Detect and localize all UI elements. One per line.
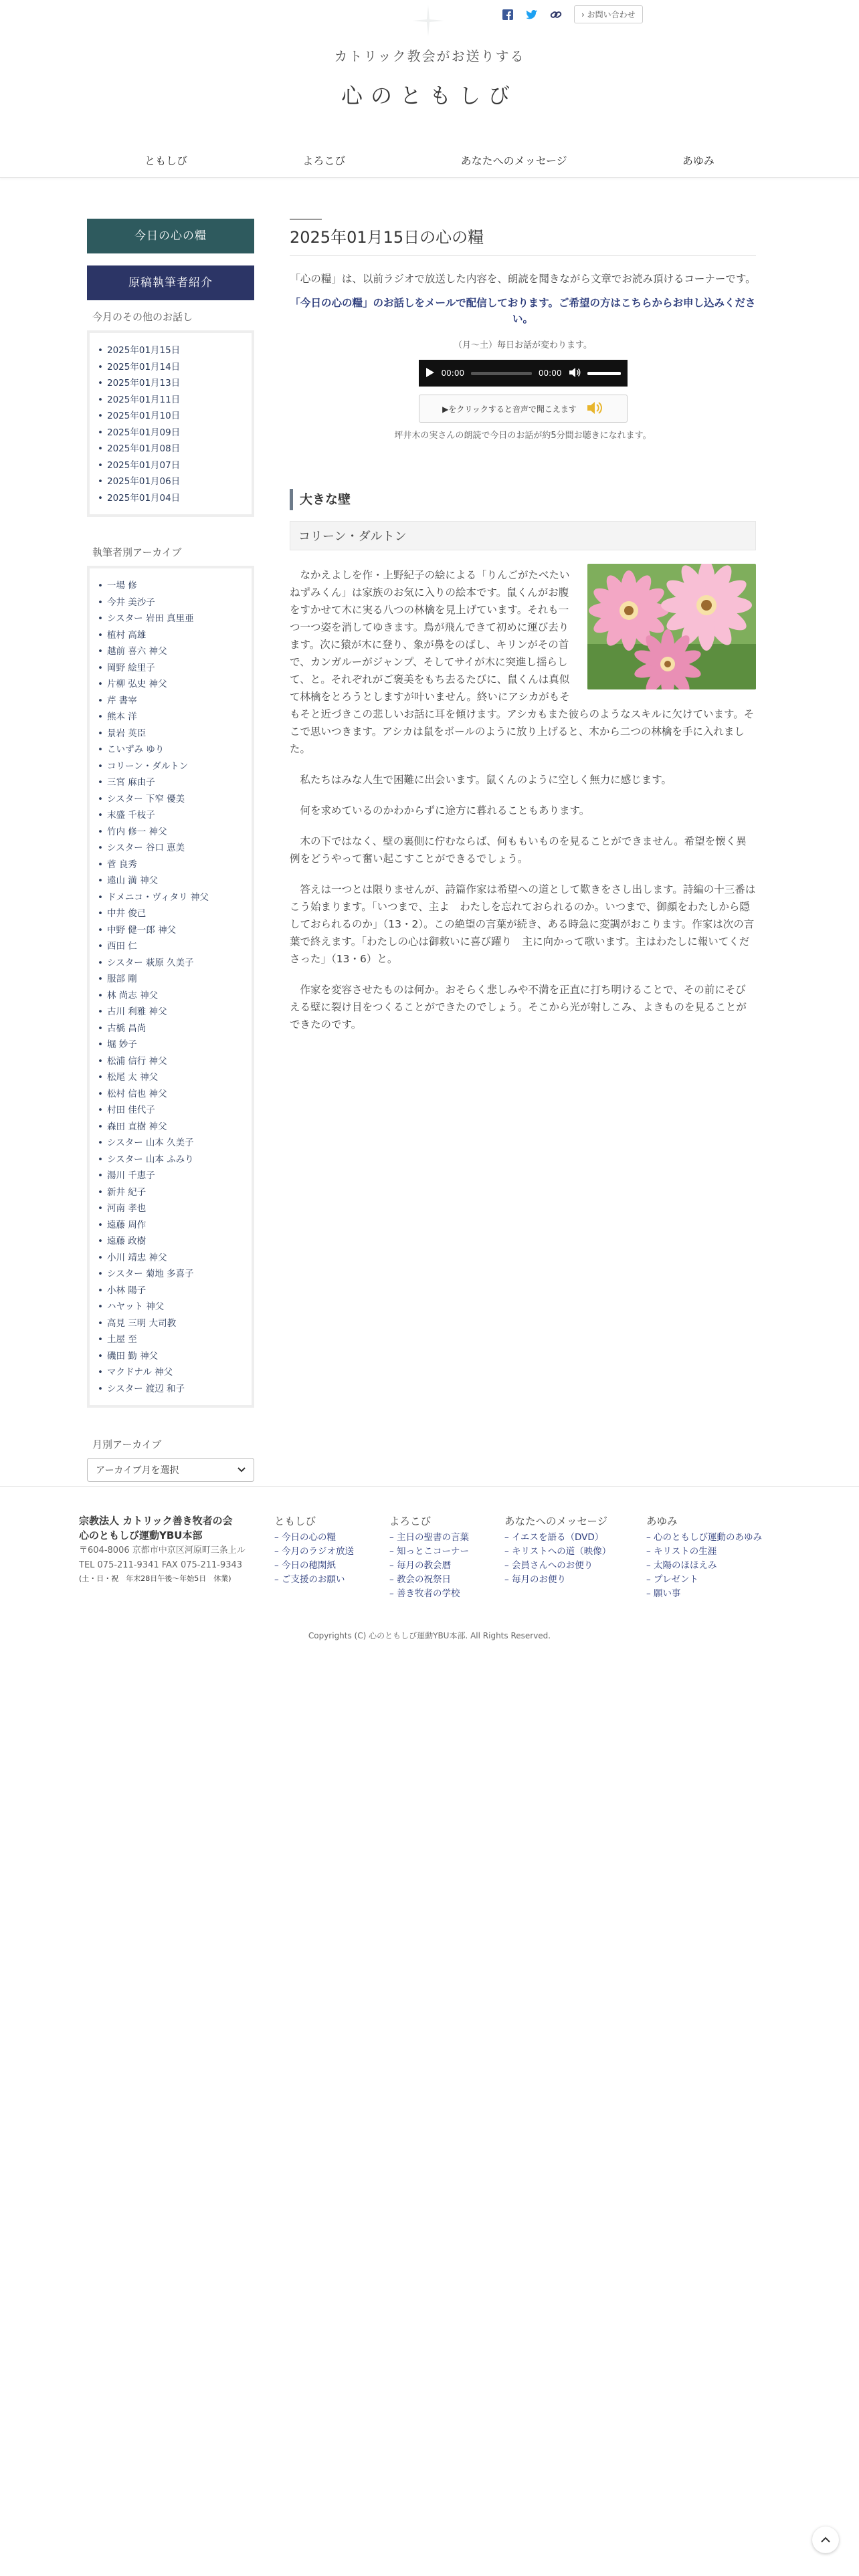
contact-button[interactable]: [574, 5, 643, 23]
footer-link[interactable]: [646, 1545, 762, 1559]
writer-list-item[interactable]: • 今井 美沙子: [107, 595, 242, 611]
writer-list-item[interactable]: • 植村 高雄: [107, 627, 242, 644]
intro-text: 「心の糧」は、以前ラジオで放送した内容を、朗読を聞きながら文章でお読み頂けるコーナーです。: [290, 273, 756, 285]
dash-marker: –: [504, 1532, 512, 1543]
footer-link-label: プレゼント: [654, 1574, 699, 1585]
audio-total-time: 00:00: [538, 368, 562, 378]
footer-col-heading[interactable]: あなたへのメッセージ: [504, 1515, 608, 1527]
footer-organization: [79, 1513, 260, 1586]
dash-marker: –: [646, 1546, 654, 1557]
listen-button[interactable]: [419, 395, 628, 423]
date-list: [107, 342, 242, 506]
writer-list-item[interactable]: • 古橋 昌尚: [107, 1021, 242, 1037]
dash-marker: –: [274, 1532, 282, 1543]
story-paragraph: 何を求めているのかわからずに途方に暮れることもあります。: [300, 804, 590, 817]
dash-marker: –: [389, 1532, 397, 1543]
footer-link-label: 毎月の教会暦: [397, 1560, 452, 1571]
footer-link[interactable]: [389, 1559, 469, 1573]
org-branch: 心のともしび運動YBU本部: [79, 1529, 203, 1541]
date-list-item[interactable]: • 2025年01月15日: [107, 342, 242, 359]
writer-list-item[interactable]: • シスター 渡辺 和子: [107, 1381, 242, 1398]
story-paragraph: 答えは一つとは限りませんが、詩篇作家は希望への道として歎きをさし出します。詩編の十三番はこう始まります。「いつまで、主よ わたしを忘れておられるのか。いつまで、御顔をわたしから隠しておられるのか」（13・2）。この絶望の言葉が続き、ある時急に変調がおこります。作家は次の言葉で終えます。「わたしの心は御救いに喜び躍り 主に向かって歌います。主はわたしに報いてくださった」（13・6）と。: [290, 883, 756, 965]
footer-link-label: 善き牧者の学校: [397, 1588, 460, 1599]
chevron-up-icon: [821, 2534, 830, 2546]
footer-link[interactable]: [389, 1531, 469, 1545]
daily-note: （月～土）毎日お話が変わります。: [454, 340, 592, 350]
date-list-box: [87, 330, 254, 517]
writer-list-item[interactable]: • 服部 剛: [107, 971, 242, 988]
org-hours: (土・日・祝 年末28日午後〜年始5日 休業): [79, 1574, 231, 1583]
monthly-archive-select[interactable]: [87, 1458, 254, 1482]
footer-link-label: 会員さんへのお便り: [512, 1560, 593, 1571]
footer-col-links: [389, 1531, 469, 1601]
writer-list-item[interactable]: • 古川 利雅 神父: [107, 1004, 242, 1021]
footer-link[interactable]: [646, 1559, 762, 1573]
story-paragraph: なかえよしを作・上野紀子の絵による「りんごがたべたいねずみくん」は家族のお気に入りの絵本です。鼠くんがお腹をすかせて木に実る八つの林檎を見上げています。それも一つ一つ姿を消してゆきます。鳥が飛んできて初めに運び去ります。次に猿が木に登り、象が鼻をのばし、キリンがその首で、カンガルーがジャンプ、そしてサイが木に突進し揺らして、と。それぞれがご褒美をもち去るたびに、鼠くんは真似て林檎をとろうとしますが叶いません。終いにアシカがもそもそと近づきこの悲しいお話に耳を傾けます。アシカもまた彼らのようなスキルに欠けています。そこで思いつきます。アシカは鼠をボールのように放り上げると、木から二つの林檎を手に入れました。: [290, 569, 755, 755]
footer-col-ayumi: [646, 1513, 762, 1601]
writer-list-item[interactable]: • 湯川 千恵子: [107, 1168, 242, 1184]
contact-label: お問い合わせ: [587, 10, 636, 19]
story-paragraph: 木の下ではなく、壁の裏側に佇むならば、何ももいものを見ることができません。希望を懐く異例をどうやって奮い起こすことができるでしょう。: [290, 835, 747, 865]
writer-list-item[interactable]: • 菅 良秀: [107, 857, 242, 873]
writers-list-box: [87, 566, 254, 1408]
nav-item-message[interactable]: あなたへのメッセージ: [460, 154, 567, 167]
writer-list-item[interactable]: • 芹 書宰: [107, 693, 242, 710]
footer-link-label: 毎月のお便り: [512, 1574, 567, 1585]
footer-col-heading[interactable]: あゆみ: [646, 1515, 678, 1527]
dash-marker: –: [646, 1532, 654, 1543]
footer-link[interactable]: [274, 1559, 354, 1573]
footer-col-links: [274, 1531, 354, 1587]
dash-marker: –: [274, 1574, 282, 1585]
other-stories-heading: 今月のその他のお話し: [92, 311, 193, 323]
org-phone: TEL 075-211-9341 FAX 075-211-9343: [79, 1560, 243, 1570]
date-list-item[interactable]: • 2025年01月11日: [107, 392, 242, 409]
writer-list-item[interactable]: • マクドナル 神父: [107, 1364, 242, 1381]
dash-marker: –: [646, 1560, 654, 1571]
story-title: 大きな壁: [290, 489, 756, 510]
chevron-right-icon: ›: [581, 10, 585, 19]
footer-link[interactable]: [274, 1531, 354, 1545]
audio-caption: 坪井木の実さんの朗読で今日のお話が約5分間お聴きになれます。: [394, 431, 652, 441]
dash-marker: –: [504, 1574, 512, 1585]
global-nav: [0, 146, 859, 178]
date-list-item[interactable]: • 2025年01月07日: [107, 457, 242, 474]
main-content: [290, 219, 756, 1047]
dash-marker: –: [646, 1574, 654, 1585]
footer-link[interactable]: [274, 1545, 354, 1559]
date-list-item[interactable]: • 2025年01月06日: [107, 473, 242, 490]
writer-list-item[interactable]: • シスター 下窄 優美: [107, 791, 242, 808]
title-rule: [290, 219, 322, 220]
writer-list-item[interactable]: • 三宮 麻由子: [107, 774, 242, 791]
volume-icon[interactable]: [569, 367, 581, 380]
footer-link[interactable]: [389, 1573, 469, 1587]
footer-link-label: 教会の祝祭日: [397, 1574, 452, 1585]
footer-link-label: 知っとこコーナー: [397, 1546, 470, 1557]
writer-list-item[interactable]: • シスター 萩原 久美子: [107, 955, 242, 972]
twitter-icon[interactable]: [526, 9, 538, 21]
nav-item-yorokobi[interactable]: よろこび: [302, 154, 346, 167]
date-list-item[interactable]: • 2025年01月14日: [107, 359, 242, 376]
dash-marker: –: [646, 1588, 654, 1599]
date-list-item[interactable]: • 2025年01月04日: [107, 490, 242, 507]
site-tagline: カトリック教会がお送りする: [334, 48, 525, 64]
footer-link-label: 太陽のほほえみ: [654, 1560, 717, 1571]
writer-list-item[interactable]: • 竹内 修一 神父: [107, 824, 242, 841]
footer-col-heading[interactable]: よろこび: [389, 1515, 432, 1527]
writer-list-item[interactable]: • 林 尚志 神父: [107, 988, 242, 1004]
org-name: 宗教法人 カトリック善き牧者の会: [79, 1515, 233, 1527]
writer-list-item[interactable]: • 松尾 太 神父: [107, 1069, 242, 1086]
writer-list-item[interactable]: • シスター 岩田 真里亜: [107, 611, 242, 627]
site-footer: [0, 1486, 859, 1660]
writer-list-item[interactable]: • 岡野 絵里子: [107, 660, 242, 677]
writer-list-item[interactable]: • 村田 佳代子: [107, 1102, 242, 1119]
audio-current-time: 00:00: [441, 368, 465, 378]
dash-marker: –: [274, 1560, 282, 1571]
writer-list-item[interactable]: • 磯田 勤 神父: [107, 1348, 242, 1365]
monthly-archive-heading: 月別アーカイブ: [92, 1438, 162, 1451]
writer-list-item[interactable]: • シスター 菊地 多喜子: [107, 1266, 242, 1283]
footer-link[interactable]: [646, 1531, 762, 1545]
writer-list-item[interactable]: • 遠山 満 神父: [107, 873, 242, 889]
writer-list-item[interactable]: • 片柳 弘史 神父: [107, 676, 242, 693]
writer-list-item[interactable]: • こいずみ ゆり: [107, 742, 242, 758]
footer-link[interactable]: [389, 1587, 469, 1601]
post-title: 2025年01月15日の心の糧: [290, 224, 756, 256]
flower-image: [587, 564, 756, 689]
footer-link[interactable]: [389, 1545, 469, 1559]
nav-item-ayumi[interactable]: あゆみ: [682, 154, 714, 167]
writer-list-item[interactable]: • 堀 妙子: [107, 1037, 242, 1053]
writer-list-item[interactable]: • 景岩 英臣: [107, 726, 242, 742]
footer-link-label: イエスを語る（DVD）: [512, 1532, 604, 1543]
writer-list-item[interactable]: • 松村 信也 神父: [107, 1086, 242, 1103]
footer-link[interactable]: [504, 1559, 611, 1573]
dash-marker: –: [389, 1588, 397, 1599]
footer-link[interactable]: [504, 1531, 611, 1545]
writer-list-item[interactable]: • シスター 谷口 恵美: [107, 840, 242, 857]
footer-link[interactable]: [646, 1573, 762, 1587]
org-address: 〒604-8006 京都市中京区河原町三条上ル: [79, 1545, 246, 1555]
writer-list-item[interactable]: • 越前 喜六 神父: [107, 643, 242, 660]
writer-list-item[interactable]: • 森田 直樹 神父: [107, 1119, 242, 1136]
copyright: Copyrights (C) 心のともしび運動YBU本部. All Rights Reserved.: [308, 1631, 551, 1640]
writer-list-item[interactable]: • ハヤット 神父: [107, 1299, 242, 1315]
audio-progress-bar[interactable]: [471, 372, 532, 375]
writer-list-item[interactable]: • シスター 山本 ふみり: [107, 1152, 242, 1168]
dash-marker: –: [274, 1546, 282, 1557]
date-list-item[interactable]: • 2025年01月09日: [107, 425, 242, 441]
listen-label: ▶をクリックすると音声で聞こえます: [442, 404, 577, 414]
footer-link-label: ご支援のお願い: [282, 1574, 345, 1585]
nav-item-tomoshibi[interactable]: ともしび: [145, 154, 188, 167]
audio-player: [419, 360, 628, 387]
sidebar: [87, 219, 254, 1482]
footer-col-links: [646, 1531, 762, 1601]
chevron-down-icon: [237, 1465, 246, 1475]
story-paragraph: 作家を変容させたものは何か。おそらく悲しみや不満を正直に打ち明けることで、その前にそびえる壁に裂け目をつくることができたのでしょう。そこから光が射しこみ、よきものを見ることができたのです。: [290, 984, 747, 1031]
writer-list-item[interactable]: • 土屋 至: [107, 1331, 242, 1348]
writer-list-item[interactable]: • 高見 三明 大司教: [107, 1315, 242, 1332]
footer-link-label: キリストの生涯: [654, 1546, 717, 1557]
dash-marker: –: [389, 1574, 397, 1585]
footer-link[interactable]: [504, 1545, 611, 1559]
footer-link-label: 主日の聖書の言葉: [397, 1532, 470, 1543]
writer-list-item[interactable]: • 小川 靖忠 神父: [107, 1250, 242, 1267]
today-button[interactable]: 今日の心の糧: [87, 219, 254, 253]
writer-list-item[interactable]: • 遠藤 政樹: [107, 1233, 242, 1250]
mail-signup-link[interactable]: 「今日の心の糧」のお話しをメールで配信しております。ご希望の方はこちらからお申し込みください。: [290, 297, 756, 325]
volume-slider[interactable]: [587, 372, 621, 375]
dash-marker: –: [504, 1560, 512, 1571]
writer-list-item[interactable]: • ドメニコ・ヴィタリ 神父: [107, 889, 242, 906]
writer-list-item[interactable]: • 遠藤 周作: [107, 1217, 242, 1234]
footer-link-label: キリストへの道（映像）: [512, 1546, 611, 1557]
header-star-ornament: [411, 4, 445, 40]
footer-link-label: 今月のラジオ放送: [282, 1546, 355, 1557]
link-icon[interactable]: [550, 9, 562, 21]
dash-marker: –: [389, 1546, 397, 1557]
writers-intro-button[interactable]: 原稿執筆者紹介: [87, 265, 254, 300]
story-body: [290, 566, 756, 1033]
footer-col-links: [504, 1531, 611, 1587]
footer-link-label: 心のともしび運動のあゆみ: [654, 1532, 763, 1543]
footer-col-message: [504, 1513, 611, 1587]
writer-list-item[interactable]: • 中井 俊己: [107, 905, 242, 922]
story-author[interactable]: コリーン・ダルトン: [290, 521, 756, 550]
speaker-icon: [586, 401, 603, 417]
footer-link[interactable]: [274, 1573, 354, 1587]
writer-list-item[interactable]: • 中野 健一郎 神父: [107, 922, 242, 939]
writer-list-item[interactable]: • 小林 陽子: [107, 1283, 242, 1299]
writer-list-item[interactable]: • 西田 仁: [107, 938, 242, 955]
dash-marker: –: [504, 1546, 512, 1557]
footer-col-heading[interactable]: ともしび: [274, 1515, 316, 1527]
date-list-item[interactable]: • 2025年01月13日: [107, 375, 242, 392]
writer-list-item[interactable]: • 新井 紀子: [107, 1184, 242, 1201]
writer-list-item[interactable]: • コリーン・ダルトン: [107, 758, 242, 775]
writer-list-item[interactable]: • 松浦 信行 神父: [107, 1053, 242, 1070]
writer-list-item[interactable]: • 熊本 洋: [107, 709, 242, 726]
footer-link[interactable]: [646, 1587, 762, 1601]
site-title[interactable]: 心のともしび: [341, 83, 518, 108]
writer-list-item[interactable]: • 一場 修: [107, 578, 242, 595]
play-icon[interactable]: [425, 367, 435, 380]
footer-col-yorokobi: [389, 1513, 469, 1601]
writers-list: [107, 578, 242, 1397]
writer-list-item[interactable]: • 末盛 千枝子: [107, 807, 242, 824]
footer-link-label: 今日の心の糧: [282, 1532, 337, 1543]
header-top-icons: [502, 5, 643, 23]
story-paragraph: 私たちはみな人生で困難に出会います。鼠くんのように空しく無力に感じます。: [300, 774, 672, 786]
writer-list-item[interactable]: • シスター 山本 久美子: [107, 1135, 242, 1152]
footer-col-tomoshibi: [274, 1513, 354, 1587]
footer-link-label: 今日の穂閑紙: [282, 1560, 337, 1571]
date-list-item[interactable]: • 2025年01月08日: [107, 441, 242, 457]
writers-archive-heading: 執筆者別アーカイブ: [92, 546, 182, 558]
facebook-icon[interactable]: [502, 9, 514, 21]
monthly-select-value: アーカイブ月を選択: [96, 1465, 179, 1476]
footer-link-label: 願い事: [654, 1588, 681, 1599]
date-list-item[interactable]: • 2025年01月10日: [107, 408, 242, 425]
back-to-top-button[interactable]: [812, 2527, 839, 2553]
footer-link[interactable]: [504, 1573, 611, 1587]
dash-marker: –: [389, 1560, 397, 1571]
writer-list-item[interactable]: • 河南 孝也: [107, 1200, 242, 1217]
